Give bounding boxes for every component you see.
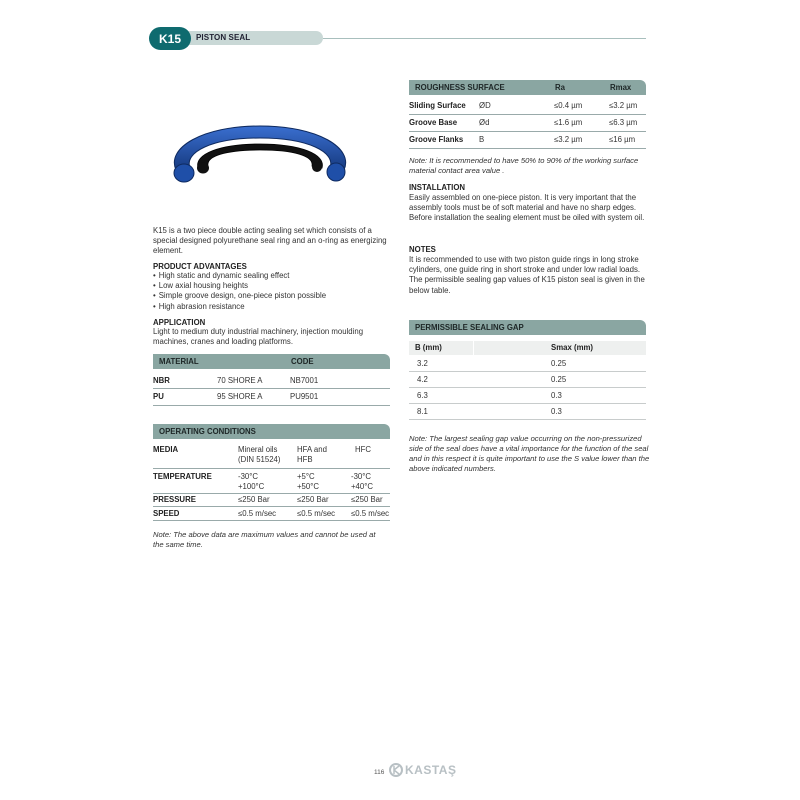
smax-column-header: Smax (mm)	[551, 343, 594, 352]
table-cell: +50°C	[297, 482, 319, 491]
table-cell: ≤250 Bar	[238, 495, 270, 504]
table-cell: SPEED	[153, 509, 180, 518]
table-divider	[409, 419, 646, 420]
material-table-header	[153, 354, 390, 369]
table-divider	[153, 493, 390, 494]
installation-text: Easily assembled on one-piece piston. It is very important that the assembly tools must be of soft material and have no sharp edges. Before installation the sealing element must be oiled with system oil.	[409, 193, 645, 223]
table-cell: 3.2	[417, 359, 428, 368]
brand-logo	[389, 763, 456, 777]
sealing-gap-header	[409, 320, 646, 335]
sealing-gap-heading: PERMISSIBLE SEALING GAP	[415, 323, 524, 332]
table-cell: ØD	[479, 101, 491, 110]
brand-logo-text: KASTAŞ	[405, 763, 457, 777]
table-divider	[409, 371, 646, 372]
list-item: • High static and dynamic sealing effect	[153, 271, 393, 281]
table-cell: 0.25	[551, 359, 567, 368]
table-cell: 0.3	[551, 391, 562, 400]
column-divider	[473, 341, 474, 355]
table-cell: ≤0.5 m/sec	[297, 509, 336, 518]
table-cell: ≤0.5 m/sec	[238, 509, 277, 518]
brand-logo-icon	[389, 763, 403, 777]
operating-conditions-note: Note: The above data are maximum values and cannot be used at the same time.	[153, 530, 376, 549]
list-item: • High abrasion resistance	[153, 302, 393, 312]
table-cell: ≤3.2 µm	[609, 101, 638, 110]
product-code-badge: K15	[149, 27, 191, 50]
table-divider	[153, 468, 390, 469]
table-cell: Groove Base	[409, 118, 458, 127]
roughness-table-header	[409, 80, 646, 95]
table-cell: 0.3	[551, 407, 562, 416]
table-divider	[153, 388, 390, 389]
table-cell: -30°C	[351, 472, 372, 481]
table-cell: B	[479, 135, 485, 144]
table-cell: 8.1	[417, 407, 428, 416]
operating-conditions-header	[153, 424, 390, 439]
piston-seal-image	[162, 118, 358, 190]
table-cell: +5°C	[297, 472, 315, 481]
table-cell: HFB	[297, 455, 313, 464]
table-divider	[153, 506, 390, 507]
material-column-header: MATERIAL	[159, 357, 199, 366]
product-advantages-list	[153, 271, 393, 312]
ra-column-header: Ra	[555, 83, 565, 92]
table-cell: Groove Flanks	[409, 135, 464, 144]
table-cell: TEMPERATURE	[153, 472, 212, 481]
table-cell: 0.25	[551, 375, 567, 384]
table-cell: Ød	[479, 118, 490, 127]
table-cell: PU9501	[290, 392, 319, 401]
table-cell: ≤16 µm	[609, 135, 636, 144]
list-item: • Simple groove design, one-piece piston possible	[153, 291, 393, 301]
table-cell: HFA and	[297, 445, 327, 454]
table-divider	[153, 520, 390, 521]
notes-text: It is recommended to use with two piston guide rings in long stroke cylinders, one guide ring in short stroke and under low radial loads. The permissible sealing gap values of K15 piston seal is given in the below table.	[409, 255, 645, 295]
list-item: • Low axial housing heights	[153, 281, 393, 291]
table-divider	[153, 405, 390, 406]
roughness-note: Note: It is recommended to have 50% to 90% of the working surface material contact area value .	[409, 156, 639, 175]
table-cell: (DIN 51524)	[238, 455, 281, 464]
table-cell: NBR	[153, 376, 170, 385]
installation-heading: INSTALLATION	[409, 183, 466, 192]
intro-text: K15 is a two piece double acting sealing set which consists of a special designed polyurethane seal ring and an o-ring as energizing element.	[153, 226, 387, 256]
sealing-gap-note: Note: The largest sealing gap value occurring on the non-pressurized side of the seal does have a vital importance for the function of the seal and in this respect it is quite important to use the S value lower than the above indicated numbers.	[409, 434, 650, 473]
table-divider	[409, 148, 646, 149]
product-advantages-heading: PRODUCT ADVANTAGES	[153, 262, 247, 271]
table-cell: 6.3	[417, 391, 428, 400]
notes-heading: NOTES	[409, 245, 436, 254]
table-cell: 95 SHORE A	[217, 392, 263, 401]
table-cell: PRESSURE	[153, 495, 196, 504]
table-divider	[409, 131, 646, 132]
table-cell: HFC	[355, 445, 372, 454]
sealing-gap-subheader	[409, 341, 646, 355]
table-cell: NB7001	[290, 376, 319, 385]
product-title: PISTON SEAL	[196, 33, 251, 42]
roughness-column-header: ROUGHNESS SURFACE	[415, 83, 505, 92]
table-cell: ≤3.2 µm	[554, 135, 583, 144]
table-divider	[409, 114, 646, 115]
table-cell: +100°C	[238, 482, 265, 491]
table-cell: ≤250 Bar	[297, 495, 329, 504]
table-cell: Mineral oils	[238, 445, 278, 454]
table-divider	[409, 403, 646, 404]
operating-conditions-heading: OPERATING CONDITIONS	[159, 427, 256, 436]
table-cell: MEDIA	[153, 445, 179, 454]
page-number: 116	[374, 769, 385, 776]
table-cell: ≤0.4 µm	[554, 101, 583, 110]
table-cell: ≤1.6 µm	[554, 118, 583, 127]
table-divider	[409, 387, 646, 388]
table-cell: -30°C	[238, 472, 259, 481]
b-column-header: B (mm)	[415, 343, 442, 352]
rmax-column-header: Rmax	[610, 83, 632, 92]
table-cell: ≤6.3 µm	[609, 118, 638, 127]
table-cell: 70 SHORE A	[217, 376, 263, 385]
table-cell: PU	[153, 392, 164, 401]
header-rule	[323, 38, 646, 39]
table-cell: Sliding Surface	[409, 101, 466, 110]
table-cell: 4.2	[417, 375, 428, 384]
application-heading: APPLICATION	[153, 318, 206, 327]
application-text: Light to medium duty industrial machinery, injection moulding machines, cranes and loading platforms.	[153, 327, 364, 347]
code-column-header: CODE	[291, 357, 314, 366]
table-cell: ≤250 Bar	[351, 495, 383, 504]
table-cell: ≤0.5 m/sec	[351, 509, 390, 518]
table-cell: +40°C	[351, 482, 373, 491]
